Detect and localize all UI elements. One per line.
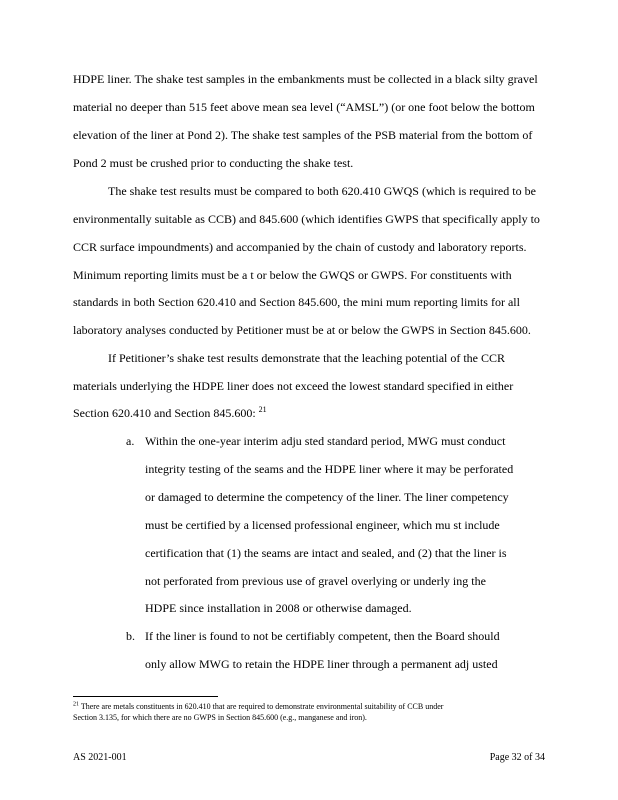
- body-line: Minimum reporting limits must be a t or below the GWQS or GWPS. For constituents with: [73, 268, 512, 282]
- list-marker-b: b.: [126, 629, 135, 643]
- body-line: CCR surface impoundments) and accompanied by the chain of custody and laboratory reports.: [73, 240, 527, 254]
- footnote-number: 21: [73, 701, 79, 708]
- footnote-separator: [73, 696, 218, 697]
- list-item-a-line: must be certified by a licensed professional engineer, which mu st include: [145, 518, 500, 532]
- body-line: Pond 2 must be crushed prior to conducting the shake test.: [73, 156, 354, 170]
- list-marker-a: a.: [126, 434, 135, 448]
- body-line: standards in both Section 620.410 and Section 845.600, the mini mum reporting limits for all: [73, 295, 520, 309]
- body-line-text: Section 620.410 and Section 845.600:: [73, 406, 256, 420]
- body-line: [73, 406, 267, 420]
- body-line: laboratory analyses conducted by Petitioner must be at or below the GWPS in Section 845.600.: [73, 323, 531, 337]
- list-item-b-line: only allow MWG to retain the HDPE liner through a permanent adj usted: [145, 657, 498, 671]
- body-line: materials underlying the HDPE liner does not exceed the lowest standard specified in either: [73, 379, 514, 393]
- footnote-line: [73, 702, 443, 712]
- list-item-a-line: certification that (1) the seams are intact and sealed, and (2) that the liner is: [145, 546, 507, 560]
- body-line: The shake test results must be compared to both 620.410 GWQS (which is required to be: [108, 184, 536, 198]
- body-line: environmentally suitable as CCB) and 845.600 (which identifies GWPS that specifically apply to: [73, 212, 540, 226]
- body-line: If Petitioner’s shake test results demonstrate that the leaching potential of the CCR: [108, 351, 506, 365]
- footer-page-number: Page 32 of 34: [489, 752, 545, 763]
- body-line: elevation of the liner at Pond 2). The shake test samples of the PSB material from the bottom of: [73, 128, 533, 142]
- list-item-a-line: not perforated from previous use of gravel overlying or underly ing the: [145, 574, 486, 588]
- footnote-text: There are metals constituents in 620.410 that are required to demonstrate environmental suitability of CCB under: [80, 702, 444, 711]
- body-line: HDPE liner. The shake test samples in the embankments must be collected in a black silty gravel: [73, 72, 538, 86]
- list-item-b-line: If the liner is found to not be certifiably competent, then the Board should: [145, 629, 500, 643]
- list-item-a-line: integrity testing of the seams and the HDPE liner where it may be perforated: [145, 462, 514, 476]
- footer-docket: AS 2021-001: [73, 752, 127, 763]
- footnote-reference[interactable]: 21: [258, 405, 267, 414]
- list-item-a-line: HDPE since installation in 2008 or otherwise damaged.: [145, 601, 412, 615]
- body-line: material no deeper than 515 feet above mean sea level (“AMSL”) (or one foot below the bottom: [73, 100, 535, 114]
- footnote-line: Section 3.135, for which there are no GWPS in Section 845.600 (e.g., manganese and iron).: [73, 713, 367, 722]
- list-item-a-line: or damaged to determine the competency of the liner. The liner competency: [145, 490, 509, 504]
- list-item-a-line: Within the one-year interim adju sted standard period, MWG must conduct: [145, 434, 506, 448]
